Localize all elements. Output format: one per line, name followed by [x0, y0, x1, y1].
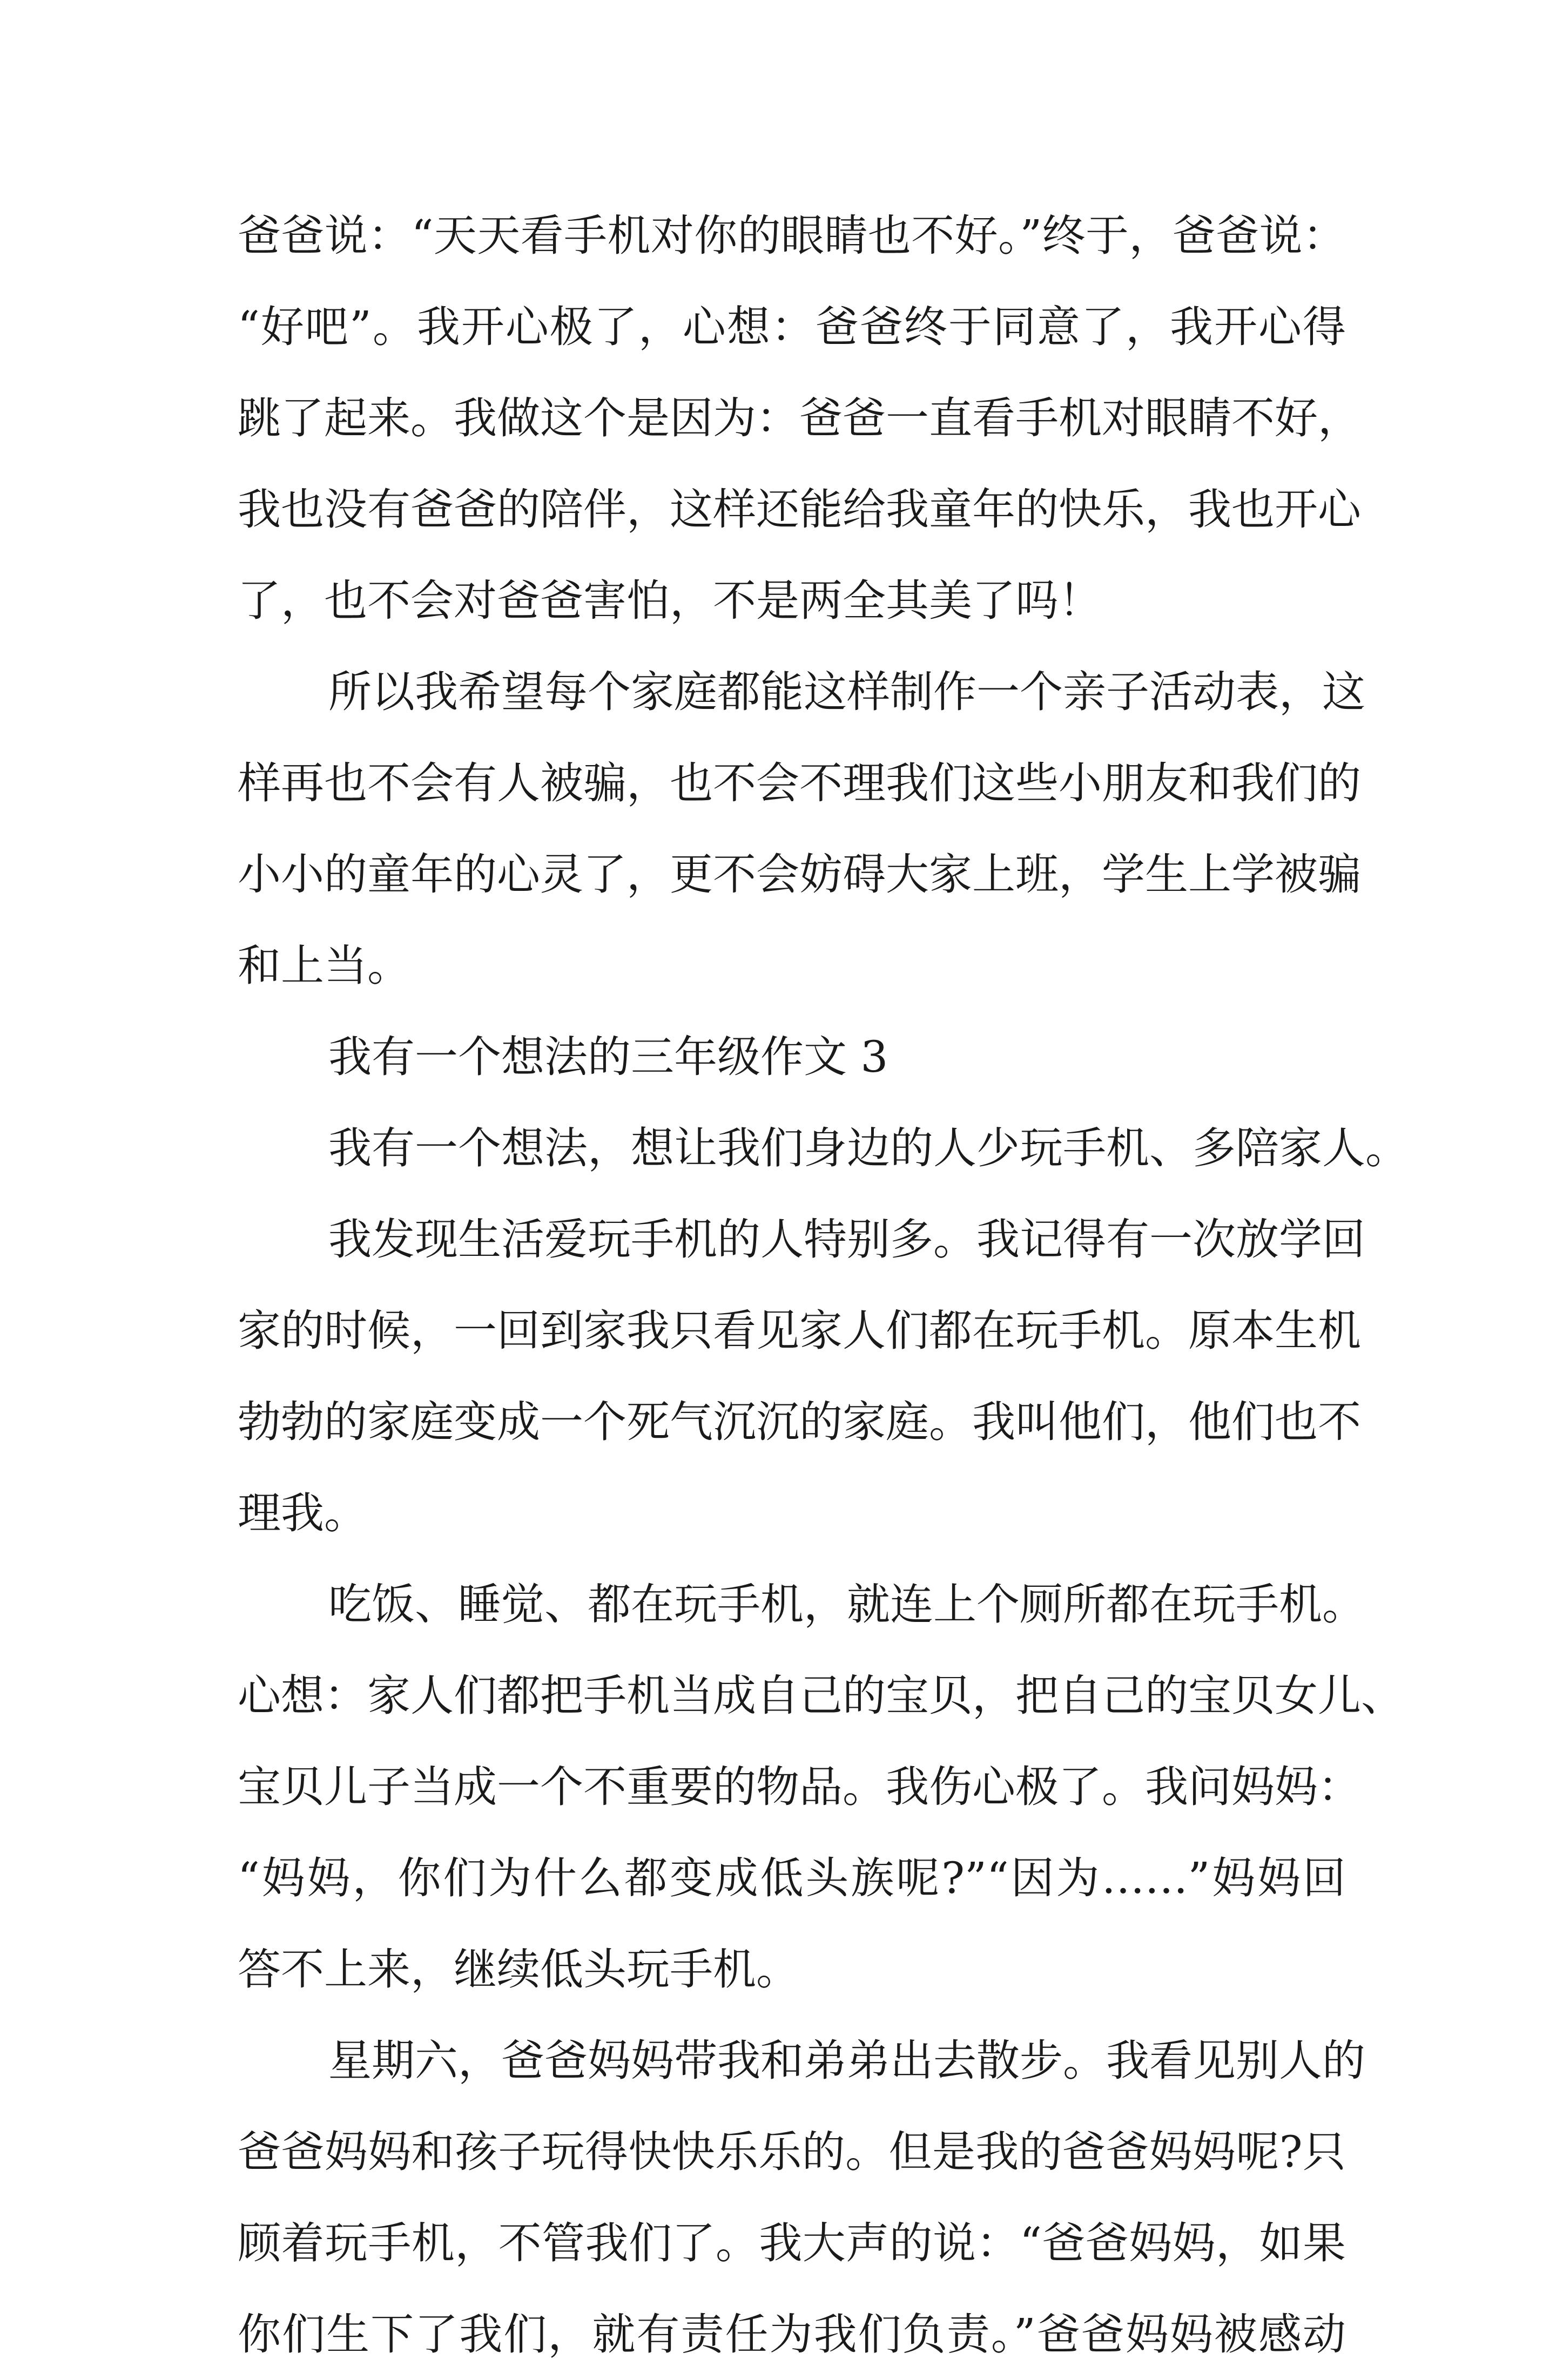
paragraph-start-line: 吃饭、睡觉、都在玩手机，就连上个厕所都在玩手机。	[328, 1579, 1365, 1630]
text-line: 小小的童年的心灵了，更不会妨碍大家上班，学生上学被骗	[238, 849, 1361, 900]
text-line: 顾着玩手机，不管我们了。我大声的说：“爸爸妈妈，如果	[238, 2218, 1346, 2268]
paragraph-start-line: 所以我希望每个家庭都能这样制作一个亲子活动表，这	[328, 667, 1365, 717]
text-line: 答不上来，继续低头玩手机。	[238, 1944, 799, 1994]
text-line: 你们生下了我们，就有责任为我们负责。”爸爸妈妈被感动	[238, 2309, 1346, 2359]
text-line: 我也没有爸爸的陪伴，这样还能给我童年的快乐，我也开心	[238, 484, 1361, 535]
text-line: 跳了起来。我做这个是因为：爸爸一直看手机对眼睛不好，	[238, 393, 1361, 443]
text-line: 和上当。	[238, 941, 410, 991]
text-line: 了，也不会对爸爸害怕，不是两全其美了吗！	[238, 576, 1102, 626]
text-line: “妈妈，你们为什么都变成低头族呢?”“因为……”妈妈回	[238, 1853, 1346, 1903]
paragraph-start-line: 我发现生活爱玩手机的人特别多。我记得有一次放学回	[328, 1214, 1365, 1265]
text-line: 爸爸妈妈和孩子玩得快快乐乐的。但是我的爸爸妈妈呢?只	[238, 2127, 1346, 2177]
text-line: 爸爸说：“天天看手机对你的眼睛也不好。”终于，爸爸说：	[238, 211, 1346, 261]
text-line: 理我。	[238, 1488, 367, 1538]
body-text	[238, 190, 1409, 2380]
essay-heading: 我有一个想法的三年级作文 3	[328, 1032, 888, 1082]
text-line: 宝贝儿子当成一个不重要的物品。我伤心极了。我问妈妈：	[238, 1762, 1361, 1812]
text-line: 心想：家人们都把手机当成自己的宝贝，把自己的宝贝女儿、	[238, 1671, 1404, 1721]
paragraph-start-line: 我有一个想法，想让我们身边的人少玩手机、多陪家人。	[328, 1123, 1409, 1173]
paragraph-start-line: 星期六，爸爸妈妈带我和弟弟出去散步。我看见别人的	[328, 2036, 1365, 2086]
text-line: 家的时候，一回到家我只看见家人们都在玩手机。原本生机	[238, 1306, 1361, 1356]
text-line: “好吧”。我开心极了，心想：爸爸终于同意了，我开心得	[238, 302, 1346, 352]
text-line: 样再也不会有人被骗，也不会不理我们这些小朋友和我们的	[238, 758, 1361, 808]
text-line: 勃勃的家庭变成一个死气沉沉的家庭。我叫他们，他们也不	[238, 1397, 1361, 1447]
